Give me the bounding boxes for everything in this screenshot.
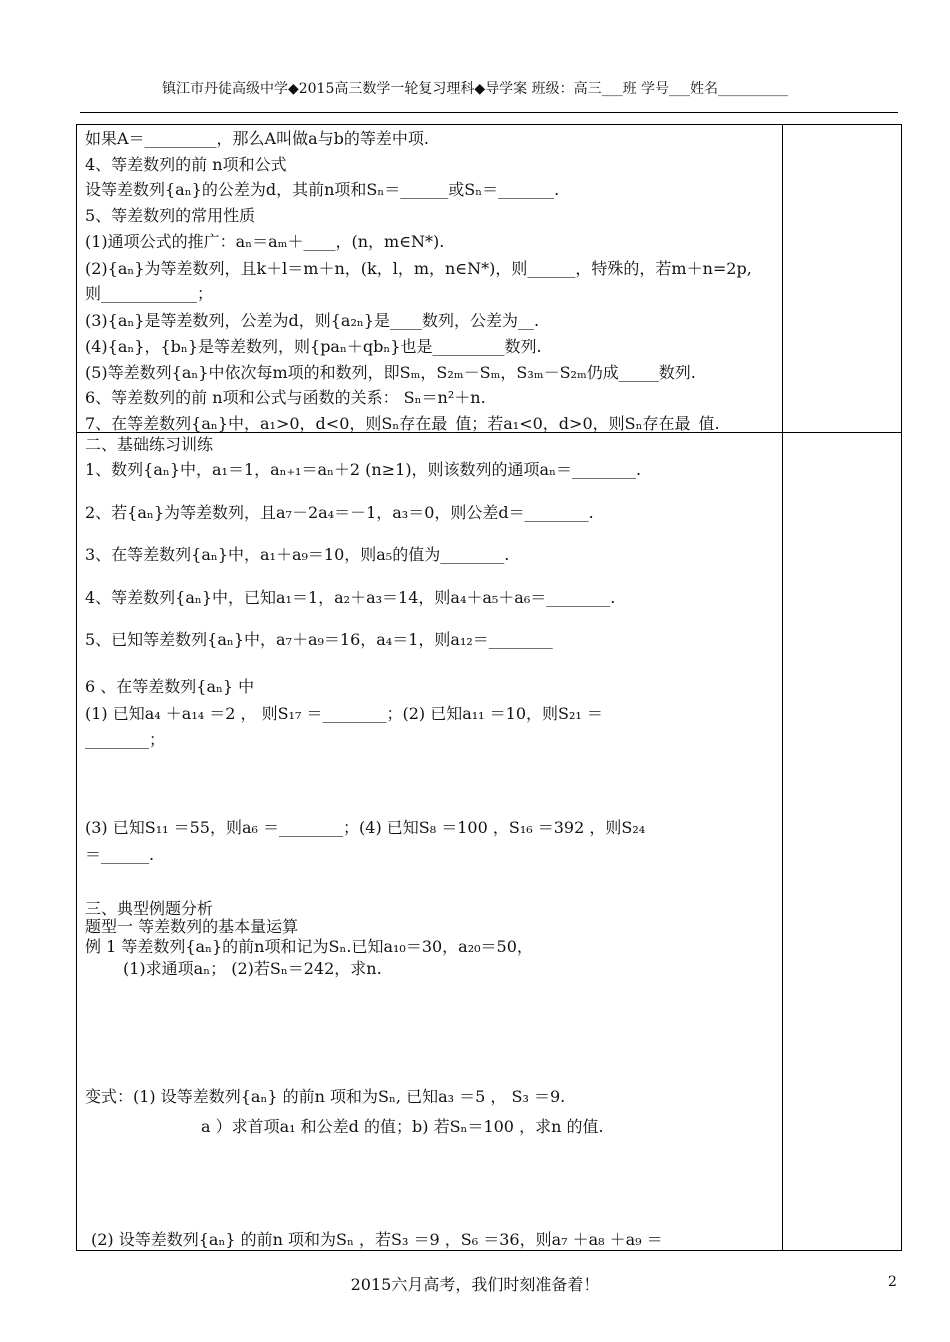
page-header: 镇江市丹徒高级中学◆2015高三数学一轮复习理科◆导学案 班级：高三___班 学号___姓名__________ — [161, 81, 789, 97]
section-concepts — [77, 125, 783, 433]
property-1: (1)通项公式的推广：aₙ＝aₘ＋____，(n，m∈N*). — [85, 232, 445, 251]
footer-slogan: 2015六月高考，我们时刻准备着！ — [350, 1275, 600, 1294]
heading-function-relation: 6、等差数列的前 n项和公式与函数的关系： Sₙ＝n²＋n. — [85, 388, 486, 407]
section-practice-and-examples — [77, 433, 783, 1251]
practice-q6-part-a: (1) 已知a₄ ＋a₁₄ ＝2 ， 则S₁₇ ＝________；(2) 已知a₁₁ ＝10，则S₂₁ ＝ — [85, 704, 603, 723]
practice-q5: 5、已知等差数列{aₙ}中，a₇＋a₉＝16，a₄＝1，则a₁₂＝________ — [85, 630, 553, 649]
notes-column — [783, 125, 902, 433]
property-3: (3){aₙ}是等差数列，公差为d，则{a₂ₙ}是____数列，公差为__. — [85, 311, 540, 330]
property-5: (5)等差数列{aₙ}中依次每m项的和数列，即Sₘ，S₂ₘ－Sₘ，S₃ₘ－S₂ₘ仍成_____数列. — [85, 363, 696, 382]
section-title-practice: 二、基础练习训练 — [85, 435, 214, 454]
worksheet-table — [76, 124, 902, 1251]
variant-2: (2) 设等差数列{aₙ} 的前n 项和为Sₙ ，若S₃ ＝9 ，S₆ ＝36，则a₇ ＋a₈ ＋a₉ ＝ — [91, 1230, 663, 1249]
heading-sum-formula: 4、等差数列的前 n项和公式 — [85, 155, 287, 174]
example-1: 例 1 等差数列{aₙ}的前n项和记为Sₙ.已知a₁₀＝30，a₂₀＝50， — [85, 937, 533, 956]
variant-1: 变式：(1) 设等差数列{aₙ} 的前n 项和为Sₙ, 已知a₃ ＝5 ， S₃ ＝9. — [85, 1087, 566, 1106]
practice-q6-part-a-cont: ________； — [85, 730, 166, 749]
practice-q6-part-b-cont: ＝______. — [85, 845, 155, 864]
section-title-examples: 三、典型例题分析 — [85, 899, 214, 918]
notes-column-lower — [783, 433, 902, 1251]
heading-properties: 5、等差数列的常用性质 — [85, 206, 256, 225]
practice-q3: 3、在等差数列{aₙ}中，a₁＋a₉＝10，则a₅的值为________. — [85, 545, 510, 564]
property-7: 7、在等差数列{aₙ}中，a₁>0，d<0，则Sₙ存在最_值；若a₁<0，d>0，则Sₙ存在最_值. — [85, 414, 720, 433]
property-2-cont: 则____________； — [85, 284, 214, 303]
practice-q6-heading: 6 、在等差数列{aₙ} 中 — [85, 677, 255, 696]
property-4: (4){aₙ}，{bₙ}是等差数列，则{paₙ＋qbₙ}也是_________数列. — [85, 337, 542, 356]
type-one-heading: 题型一 等差数列的基本量运算 — [85, 917, 299, 936]
line-sum-formula: 设等差数列{aₙ}的公差为d，其前n项和Sₙ＝______或Sₙ＝_______. — [85, 180, 560, 199]
practice-q4: 4、等差数列{aₙ}中，已知a₁＝1，a₂＋a₃＝14，则a₄＋a₅＋a₆＝________. — [85, 588, 616, 607]
example-1-parts: (1)求通项aₙ； (2)若Sₙ＝242，求n. — [123, 959, 382, 978]
property-2: (2){aₙ}为等差数列，且k＋l＝m＋n，(k，l，m，n∈N*)，则______，特殊的，若m＋n=2p, — [85, 259, 752, 278]
page-number: 2 — [888, 1274, 897, 1290]
practice-q2: 2、若{aₙ}为等差数列，且a₇－2a₄＝－1，a₃＝0，则公差d＝________. — [85, 503, 594, 522]
header-rule — [80, 112, 898, 113]
line-arithmetic-mean: 如果A＝_________，那么A叫做a与b的等差中项. — [85, 129, 429, 148]
practice-q1: 1、数列{aₙ}中，a₁＝1，aₙ₊₁＝aₙ＋2 (n≥1)，则该数列的通项aₙ＝________. — [85, 460, 642, 479]
variant-1-parts: a ）求首项a₁ 和公差d 的值；b) 若Sₙ＝100 ，求n 的值. — [201, 1117, 604, 1136]
practice-q6-part-b: (3) 已知S₁₁ ＝55，则a₆ ＝________；(4) 已知S₈ ＝100 ，S₁₆ ＝392 ，则S₂₄ — [85, 818, 646, 837]
